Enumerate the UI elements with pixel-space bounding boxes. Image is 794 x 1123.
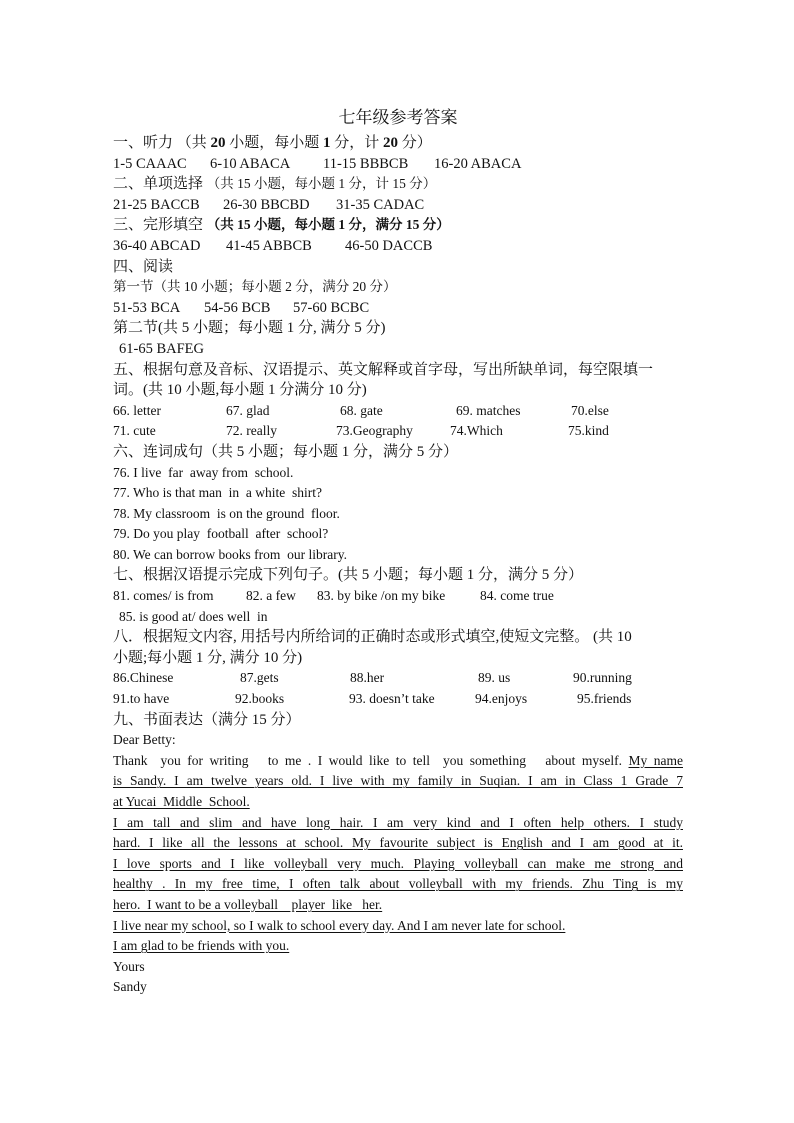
section-5-answers-row-2 [113,421,683,442]
answer-item: 93. doesn’t take [349,691,435,707]
section-4-part-2-heading: 第二节(共 5 小题；每小题 1 分, 满分 5 分) [113,320,386,337]
section-3-answers [113,236,683,257]
section-4-part-1-answers [113,298,683,319]
section-2-answers [113,195,683,216]
essay-line: I am tall and slim and have long hair. I am very kind and I often help others. I study [113,814,683,830]
section-6-answer: 80. We can borrow books from our library. [113,546,347,562]
essay-line: I love sports and I like volleyball very much. Playing volleyball can make me strong and [113,855,683,871]
page-title: 七年级参考答案 [338,108,458,127]
answer-item: 73.Geography [336,423,413,439]
answer-item: 70.else [571,402,609,418]
section-4-heading: 四、阅读 [113,258,174,275]
essay-line: at Yucai Middle School. [113,794,250,809]
answer-item: 91.to have [113,691,170,707]
answer-item: 90.running [573,670,632,686]
essay-line: hard. I like all the lessons at school. My favourite subject is English and I am good at it. [113,835,683,851]
answer-item: 83. by bike /on my bike [317,588,446,604]
essay-line: I am glad to be friends with you. [113,938,290,954]
answer-item: 74.Which [450,423,503,439]
answer-item: 89. us [478,670,511,686]
section-4-part-2-answers: 61-65 BAFEG [119,340,204,357]
answer-item: 88.her [350,670,385,686]
answer-item: 86.Chinese [113,670,174,686]
answer-item: 95.friends [577,691,632,707]
essay-line: Thank you for writing to me . I would like to tell you something about myself. My name [113,752,683,768]
section-9-heading: 九、书面表达（满分 15 分） [113,711,301,728]
answer-group: 46-50 DACCB [345,237,433,254]
answer-item: 84. come true [480,588,554,604]
answer-group: 16-20 ABACA [434,155,522,172]
answer-group: 31-35 CADAC [336,196,425,213]
section-8-answers-row-1 [113,668,683,689]
section-5-heading-line-2: 词。(共 10 小题,每小题 1 分满分 10 分) [113,382,367,399]
section-8-answers-row-2 [113,689,683,710]
answer-group: 1-5 CAAAC [113,155,187,172]
essay-line: hero. I want to be a volleyball player like her. [113,896,383,912]
section-6-answer: 79. Do you play football after school? [113,526,329,542]
section-1-answers [113,154,683,175]
answer-item: 69. matches [456,402,521,418]
section-6-answer: 78. My classroom is on the ground floor. [113,505,340,521]
answer-group: 57-60 BCBC [293,299,370,316]
section-6-answer: 76. I live far away from school. [113,464,294,480]
section-5-answers-row-1 [113,401,683,422]
answer-item: 75.kind [568,423,609,439]
letter-greeting: Dear Betty: [113,732,176,748]
section-6-heading: 六、连词成句（共 5 小题；每小题 1 分，满分 5 分） [113,443,459,460]
answer-group: 21-25 BACCB [113,196,200,213]
section-8-heading-line-1: 八．根据短文内容, 用括号内所给词的正确时态或形式填空,使短文完整。 (共 10 [113,629,632,646]
answer-item: 67. glad [226,402,270,418]
answer-group: 11-15 BBBCB [323,155,409,172]
section-6-answer: 77. Who is that man in a white shirt? [113,485,322,501]
answer-group: 54-56 BCB [204,299,271,316]
answer-group: 6-10 ABACA [210,155,291,172]
section-4-part-1-heading: 第一节（共 10 小题；每小题 2 分，满分 20 分） [113,279,397,295]
answer-item: 71. cute [113,423,156,439]
answer-group: 51-53 BCA [113,299,181,316]
answer-item: 92.books [235,691,285,707]
section-7-heading: 七、根据汉语提示完成下列句子。(共 5 小题；每小题 1 分，满分 5 分） [113,567,583,584]
section-5-heading-line-1: 五、根据句意及音标、汉语提示、英文解释或首字母，写出所缺单词，每空限填一 [113,361,654,378]
section-7-answers-row-2: 85. is good at/ does well in [119,608,268,624]
section-7-answers-row-1 [113,586,683,607]
section-3-heading: 三、完形填空 （共 15 小题，每小题 1 分，满分 15 分） [113,217,450,234]
section-1-heading: 一、听力 （共 20 小题，每小题 1 分，计 20 分） [113,135,432,151]
essay-line: healthy . In my free time, I often talk about volleyball with my friends. Zhu Ting is my [113,876,683,892]
letter-signature: Sandy [113,979,147,995]
section-8-heading-line-2: 小题;每小题 1 分, 满分 10 分) [113,649,303,666]
answer-group: 36-40 ABCAD [113,237,201,254]
answer-group: 41-45 ABBCB [226,237,312,254]
essay-line: I live near my school, so I walk to school every day. And I am never late for school. [113,917,566,933]
answer-item: 68. gate [340,402,383,418]
answer-item: 82. a few [246,588,296,604]
essay-line: is Sandy. I am twelve years old. I live with my family in Suqian. I am in Class 1 Grade 7 [113,773,683,789]
answer-item: 81. comes/ is from [113,588,214,604]
letter-closing: Yours [113,958,145,974]
answer-item: 72. really [226,423,277,439]
answer-item: 94.enjoys [475,691,528,707]
answer-group: 26-30 BBCBD [223,196,310,213]
section-2-heading: 二、单项选择 （共 15 小题，每小题 1 分，计 15 分） [113,176,437,193]
answer-item: 87.gets [240,670,279,686]
answer-item: 66. letter [113,402,161,418]
answer-key-page [113,104,683,998]
